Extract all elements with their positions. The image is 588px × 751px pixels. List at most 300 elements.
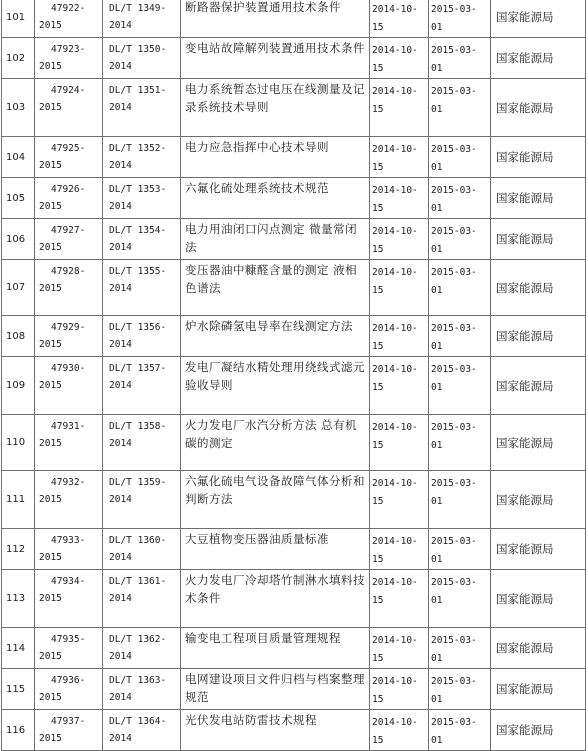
table-row [2, 471, 586, 529]
serial-cell [35, 415, 103, 471]
effective-date-part1: 2015-03- [431, 4, 477, 15]
department: 国家能源局 [496, 641, 554, 655]
effective-date-cell [429, 357, 491, 415]
effective-date-part2: 01 [431, 341, 443, 352]
effective-date-cell [429, 669, 491, 710]
table-row [2, 628, 586, 669]
effective-date-part1: 2015-03- [431, 536, 477, 547]
serial-cell [35, 38, 103, 79]
serial-part1: 47933- [51, 535, 86, 546]
effective-date-part2: 01 [431, 203, 443, 214]
effective-date-cell [429, 570, 491, 628]
table-row [2, 570, 586, 628]
standard-name-cell [181, 471, 370, 529]
row-number-cell [2, 710, 35, 751]
department-cell [491, 316, 586, 357]
standard-name: 变电站故障解列装置通用技术条件 [185, 41, 365, 55]
publish-date-cell [370, 710, 429, 751]
standard-code-part1: DL/T 1350- [109, 44, 167, 55]
serial-part2: 2015 [39, 651, 62, 662]
standard-name: 输变电工程项目质量管理规程 [185, 631, 341, 645]
row-number-cell [2, 38, 35, 79]
publish-date-part2: 15 [372, 440, 384, 451]
standard-code-cell [103, 471, 181, 529]
serial-cell [35, 178, 103, 219]
department: 国家能源局 [496, 682, 554, 696]
serial-part1: 47935- [51, 634, 86, 645]
serial-part2: 2015 [39, 160, 62, 171]
publish-date-part2: 15 [372, 104, 384, 115]
effective-date-cell [429, 219, 491, 260]
standard-name: 电力用油闭口闪点测定 微量常闭法 [185, 222, 358, 254]
row-number: 108 [6, 330, 26, 342]
standard-code-cell [103, 260, 181, 316]
row-number: 107 [6, 282, 26, 293]
publish-date-part1: 2014-10- [372, 635, 418, 646]
standard-code-cell [103, 79, 181, 137]
standard-name-cell [181, 137, 370, 178]
row-number-cell [2, 415, 35, 471]
publish-date-part2: 15 [372, 595, 384, 606]
standard-code-part2: 2014 [109, 242, 132, 253]
effective-date-part2: 01 [431, 653, 443, 664]
effective-date-cell [429, 260, 491, 316]
effective-date-part1: 2015-03- [431, 635, 477, 646]
standard-name: 火力发电厂水汽分析方法 总有机碳的测定 [185, 418, 358, 450]
row-number: 105 [6, 192, 26, 204]
table-row [2, 529, 586, 570]
publish-date-cell [370, 570, 429, 628]
effective-date-part1: 2015-03- [431, 144, 477, 155]
department-cell [491, 471, 586, 529]
publish-date-cell [370, 79, 429, 137]
department-cell [491, 219, 586, 260]
serial-part2: 2015 [39, 733, 62, 744]
table-row [2, 178, 586, 219]
standard-code-part2: 2014 [109, 160, 132, 171]
publish-date-part2: 15 [372, 244, 384, 255]
department-cell [491, 529, 586, 570]
serial-part1: 47925- [51, 143, 86, 154]
row-number-cell [2, 137, 35, 178]
standard-code-cell [103, 710, 181, 751]
effective-date-part2: 01 [431, 162, 443, 173]
serial-part2: 2015 [39, 102, 62, 113]
department: 国家能源局 [496, 51, 554, 65]
publish-date-part2: 15 [372, 694, 384, 705]
serial-part1: 47928- [51, 266, 86, 277]
effective-date-part2: 01 [431, 694, 443, 705]
standard-code-part1: DL/T 1355- [109, 266, 167, 277]
serial-cell [35, 628, 103, 669]
table-row [2, 357, 586, 415]
standard-name-cell [181, 38, 370, 79]
publish-date-cell [370, 529, 429, 570]
serial-part1: 47927- [51, 225, 86, 236]
publish-date-part2: 15 [372, 653, 384, 664]
serial-part2: 2015 [39, 593, 62, 604]
row-number: 106 [6, 233, 26, 245]
publish-date-cell [370, 628, 429, 669]
serial-cell [35, 260, 103, 316]
row-number: 115 [6, 683, 26, 695]
row-number: 104 [6, 151, 26, 163]
department: 国家能源局 [496, 723, 554, 737]
publish-date-part1: 2014-10- [372, 45, 418, 56]
row-number-cell [2, 628, 35, 669]
serial-cell [35, 0, 103, 38]
department-cell [491, 669, 586, 710]
effective-date-part1: 2015-03- [431, 364, 477, 375]
effective-date-part1: 2015-03- [431, 422, 477, 433]
standard-code-part2: 2014 [109, 651, 132, 662]
serial-part1: 47936- [51, 675, 86, 686]
publish-date-part2: 15 [372, 203, 384, 214]
serial-cell [35, 710, 103, 751]
department-cell [491, 710, 586, 751]
department-cell [491, 260, 586, 316]
publish-date-cell [370, 260, 429, 316]
standard-code-part2: 2014 [109, 494, 132, 505]
publish-date-part2: 15 [372, 285, 384, 296]
effective-date-part2: 01 [431, 104, 443, 115]
publish-date-cell [370, 415, 429, 471]
table-row [2, 219, 586, 260]
row-number: 103 [6, 102, 26, 113]
standard-code-part1: DL/T 1362- [109, 634, 167, 645]
effective-date-part2: 01 [431, 440, 443, 451]
serial-part1: 47929- [51, 322, 86, 333]
effective-date-part1: 2015-03- [431, 45, 477, 56]
serial-part2: 2015 [39, 242, 62, 253]
department-cell [491, 79, 586, 137]
standard-name-cell [181, 710, 370, 751]
row-number: 110 [6, 437, 26, 448]
serial-part2: 2015 [39, 552, 62, 563]
publish-date-part1: 2014-10- [372, 536, 418, 547]
standard-code-part2: 2014 [109, 733, 132, 744]
standard-code-part2: 2014 [109, 380, 132, 391]
effective-date-part2: 01 [431, 285, 443, 296]
serial-part1: 47930- [51, 363, 86, 374]
publish-date-part1: 2014-10- [372, 226, 418, 237]
row-number: 112 [6, 543, 26, 555]
serial-part2: 2015 [39, 201, 62, 212]
department-cell [491, 357, 586, 415]
effective-date-part1: 2015-03- [431, 676, 477, 687]
department: 国家能源局 [496, 191, 554, 205]
standard-code-part2: 2014 [109, 593, 132, 604]
standard-code-part1: DL/T 1360- [109, 535, 167, 546]
publish-date-part1: 2014-10- [372, 267, 418, 278]
standard-code-part2: 2014 [109, 692, 132, 703]
table-row [2, 415, 586, 471]
effective-date-cell [429, 529, 491, 570]
row-number-cell [2, 669, 35, 710]
serial-cell [35, 570, 103, 628]
effective-date-part1: 2015-03- [431, 478, 477, 489]
standard-code-part2: 2014 [109, 552, 132, 563]
standard-code-part2: 2014 [109, 20, 132, 31]
row-number-cell [2, 260, 35, 316]
standard-name: 光伏发电站防雷技术规程 [185, 713, 317, 727]
publish-date-part1: 2014-10- [372, 676, 418, 687]
department: 国家能源局 [496, 492, 554, 507]
standard-code-part2: 2014 [109, 201, 132, 212]
serial-part1: 47937- [51, 716, 86, 727]
standard-name-cell [181, 669, 370, 710]
effective-date-part1: 2015-03- [431, 717, 477, 728]
publish-date-cell [370, 316, 429, 357]
standard-name-cell [181, 570, 370, 628]
standard-code-cell [103, 38, 181, 79]
publish-date-part1: 2014-10- [372, 478, 418, 489]
standard-code-part1: DL/T 1364- [109, 716, 167, 727]
publish-date-part2: 15 [372, 382, 384, 393]
effective-date-part1: 2015-03- [431, 185, 477, 196]
row-number-cell [2, 178, 35, 219]
effective-date-part2: 01 [431, 496, 443, 507]
table-row [2, 260, 586, 316]
standard-name: 电力应急指挥中心技术导则 [185, 140, 329, 154]
standard-name: 火力发电厂冷却塔竹制淋水填料技术条件 [185, 573, 365, 605]
standard-name: 大豆植物变压器油质量标准 [185, 532, 329, 546]
serial-part2: 2015 [39, 380, 62, 391]
standard-code-part1: DL/T 1356- [109, 322, 167, 333]
standard-name-cell [181, 415, 370, 471]
publish-date-part1: 2014-10- [372, 323, 418, 334]
standard-name: 断路器保护装置通用技术条件 [185, 0, 341, 14]
serial-part1: 47934- [51, 576, 86, 587]
row-number: 111 [6, 494, 26, 505]
serial-cell [35, 219, 103, 260]
standard-code-part1: DL/T 1349- [109, 3, 167, 14]
serial-cell [35, 669, 103, 710]
effective-date-part2: 01 [431, 595, 443, 606]
department-cell [491, 570, 586, 628]
effective-date-cell [429, 628, 491, 669]
publish-date-cell [370, 137, 429, 178]
effective-date-cell [429, 316, 491, 357]
row-number-cell [2, 0, 35, 38]
standard-code-cell [103, 357, 181, 415]
standard-code-part1: DL/T 1354- [109, 225, 167, 236]
department: 国家能源局 [496, 378, 554, 393]
table-row [2, 669, 586, 710]
standard-name: 炉水除磷氢电导率在线测定方法 [185, 319, 353, 333]
publish-date-part2: 15 [372, 496, 384, 507]
publish-date-part1: 2014-10- [372, 185, 418, 196]
publish-date-part1: 2014-10- [372, 4, 418, 15]
standard-code-cell [103, 529, 181, 570]
table-row [2, 38, 586, 79]
standard-name-cell [181, 79, 370, 137]
publish-date-cell [370, 471, 429, 529]
standard-name-cell [181, 628, 370, 669]
standard-code-part1: DL/T 1353- [109, 184, 167, 195]
row-number-cell [2, 357, 35, 415]
effective-date-part2: 01 [431, 554, 443, 565]
standard-name: 六氟化硫处理系统技术规范 [185, 181, 329, 195]
publish-date-cell [370, 178, 429, 219]
serial-part1: 47926- [51, 184, 86, 195]
publish-date-part2: 15 [372, 22, 384, 33]
effective-date-part2: 01 [431, 244, 443, 255]
standard-name: 发电厂凝结水精处理用绕线式滤元验收导则 [185, 360, 365, 392]
serial-part2: 2015 [39, 20, 62, 31]
serial-cell [35, 316, 103, 357]
serial-part2: 2015 [39, 61, 62, 72]
department: 国家能源局 [496, 591, 554, 606]
publish-date-part2: 15 [372, 63, 384, 74]
row-number: 101 [6, 11, 26, 23]
publish-date-part2: 15 [372, 554, 384, 565]
standard-code-cell [103, 0, 181, 38]
standard-name: 变压器油中糠醛含量的测定 液相色谱法 [185, 263, 358, 295]
publish-date-part1: 2014-10- [372, 422, 418, 433]
publish-date-cell [370, 0, 429, 38]
table-row [2, 0, 586, 38]
standard-code-part1: DL/T 1351- [109, 85, 167, 96]
standard-code-cell [103, 628, 181, 669]
standard-code-part1: DL/T 1357- [109, 363, 167, 374]
serial-part1: 47932- [51, 477, 86, 488]
publish-date-cell [370, 669, 429, 710]
effective-date-part1: 2015-03- [431, 323, 477, 334]
serial-part2: 2015 [39, 438, 62, 449]
serial-cell [35, 79, 103, 137]
publish-date-part1: 2014-10- [372, 86, 418, 97]
serial-part2: 2015 [39, 339, 62, 350]
publish-date-cell [370, 219, 429, 260]
department: 国家能源局 [496, 435, 554, 450]
serial-cell [35, 529, 103, 570]
department-cell [491, 137, 586, 178]
effective-date-part2: 01 [431, 382, 443, 393]
standard-code-part2: 2014 [109, 283, 132, 294]
standard-name-cell [181, 357, 370, 415]
publish-date-cell [370, 38, 429, 79]
standard-name: 六氟化硫电气设备故障气体分析和判断方法 [185, 474, 365, 506]
row-number-cell [2, 219, 35, 260]
serial-cell [35, 471, 103, 529]
department: 国家能源局 [496, 542, 554, 556]
effective-date-part1: 2015-03- [431, 267, 477, 278]
serial-cell [35, 357, 103, 415]
serial-part1: 47931- [51, 421, 86, 432]
publish-date-part1: 2014-10- [372, 144, 418, 155]
standard-name-cell [181, 219, 370, 260]
department-cell [491, 0, 586, 38]
effective-date-cell [429, 471, 491, 529]
publish-date-part2: 15 [372, 341, 384, 352]
serial-part1: 47922- [51, 3, 86, 14]
department: 国家能源局 [496, 10, 554, 24]
standard-code-part2: 2014 [109, 339, 132, 350]
effective-date-cell [429, 0, 491, 38]
department-cell [491, 628, 586, 669]
effective-date-cell [429, 137, 491, 178]
standard-code-part1: DL/T 1352- [109, 143, 167, 154]
department-cell [491, 415, 586, 471]
publish-date-part1: 2014-10- [372, 364, 418, 375]
standard-code-part2: 2014 [109, 438, 132, 449]
effective-date-cell [429, 710, 491, 751]
effective-date-cell [429, 38, 491, 79]
effective-date-part1: 2015-03- [431, 86, 477, 97]
standard-code-cell [103, 570, 181, 628]
effective-date-part2: 01 [431, 735, 443, 746]
effective-date-cell [429, 79, 491, 137]
table-row [2, 79, 586, 137]
department: 国家能源局 [496, 150, 554, 164]
row-number: 113 [6, 593, 26, 604]
serial-part1: 47923- [51, 44, 86, 55]
standard-code-part1: DL/T 1363- [109, 675, 167, 686]
standard-code-part1: DL/T 1361- [109, 576, 167, 587]
serial-part2: 2015 [39, 283, 62, 294]
standards-table [1, 0, 586, 751]
row-number: 116 [6, 724, 26, 736]
row-number-cell [2, 529, 35, 570]
serial-part2: 2015 [39, 494, 62, 505]
standard-code-part2: 2014 [109, 61, 132, 72]
effective-date-part2: 01 [431, 63, 443, 74]
effective-date-part1: 2015-03- [431, 226, 477, 237]
standard-name-cell [181, 260, 370, 316]
row-number-cell [2, 570, 35, 628]
standard-name-cell [181, 178, 370, 219]
effective-date-part2: 01 [431, 22, 443, 33]
row-number-cell [2, 471, 35, 529]
standard-name-cell [181, 316, 370, 357]
standard-code-cell [103, 415, 181, 471]
standard-code-part1: DL/T 1358- [109, 421, 167, 432]
standard-code-cell [103, 219, 181, 260]
row-number-cell [2, 316, 35, 357]
department-cell [491, 38, 586, 79]
department: 国家能源局 [496, 329, 554, 343]
serial-part1: 47924- [51, 85, 86, 96]
department: 国家能源局 [496, 100, 554, 115]
standard-code-cell [103, 178, 181, 219]
table-row [2, 710, 586, 751]
standard-name-cell [181, 0, 370, 38]
effective-date-part1: 2015-03- [431, 577, 477, 588]
serial-part2: 2015 [39, 692, 62, 703]
standard-code-part2: 2014 [109, 102, 132, 113]
row-number-cell [2, 79, 35, 137]
serial-cell [35, 137, 103, 178]
row-number: 114 [6, 642, 26, 654]
publish-date-part2: 15 [372, 735, 384, 746]
department: 国家能源局 [496, 280, 554, 295]
standard-name: 电力系统暂态过电压在线测量及记录系统技术导则 [185, 82, 365, 114]
standard-name: 电网建设项目文件归档与档案整理规范 [185, 672, 365, 704]
standard-code-part1: DL/T 1359- [109, 477, 167, 488]
publish-date-part1: 2014-10- [372, 717, 418, 728]
publish-date-part1: 2014-10- [372, 577, 418, 588]
standard-name-cell [181, 529, 370, 570]
effective-date-cell [429, 415, 491, 471]
row-number: 102 [6, 52, 26, 64]
publish-date-cell [370, 357, 429, 415]
table-row [2, 316, 586, 357]
publish-date-part2: 15 [372, 162, 384, 173]
standard-code-cell [103, 669, 181, 710]
standard-code-cell [103, 137, 181, 178]
department: 国家能源局 [496, 232, 554, 246]
